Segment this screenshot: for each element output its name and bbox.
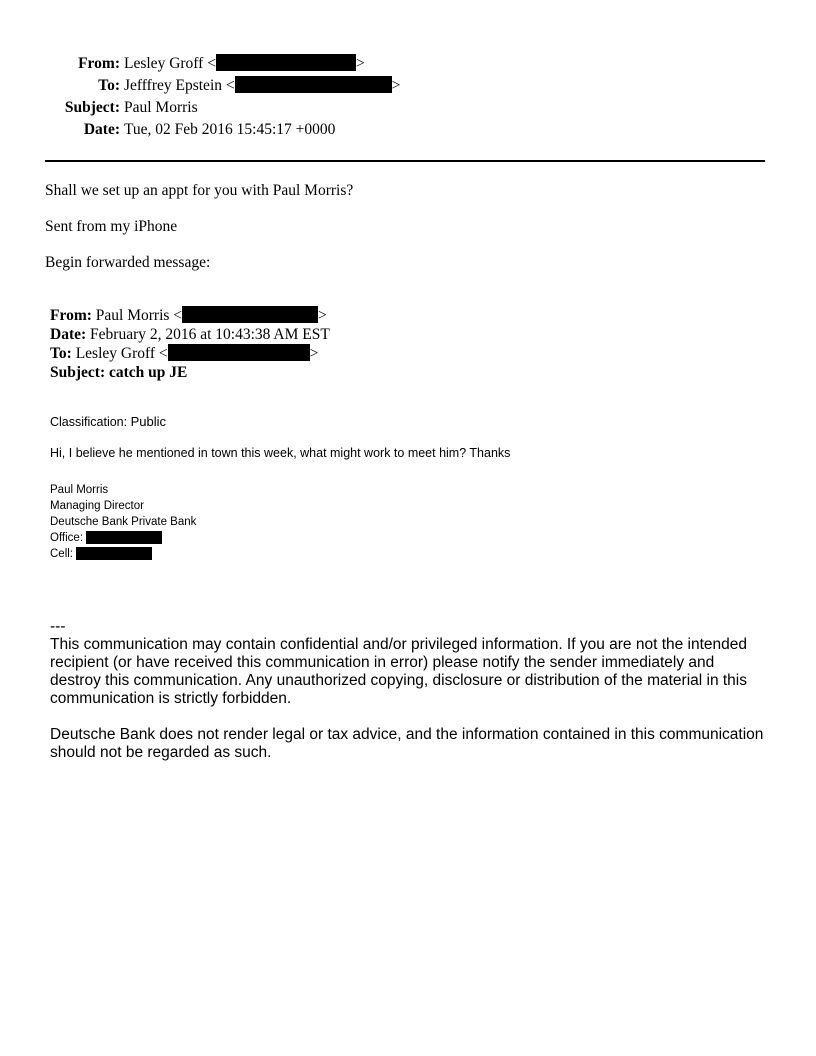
fwd-subject-row — [50, 364, 330, 383]
to-value: Jefffrey Epstein < — [124, 77, 235, 94]
signature-cell — [50, 546, 196, 562]
to-close: > — [391, 77, 401, 94]
subject-label: Subject: — [64, 99, 120, 116]
fwd-from-value: Paul Morris < — [95, 307, 183, 324]
body-line-question: Shall we set up an appt for you with Paul Morris? — [45, 182, 354, 199]
disclaimer-paragraph-2: Deutsche Bank does not render legal or tax advice, and the information contained in this communication should not be regarded as such. — [50, 726, 764, 761]
disclaimer — [50, 618, 765, 762]
forwarded-header — [50, 306, 330, 382]
classification-label: Classification: — [50, 415, 131, 429]
signature-block — [50, 482, 196, 562]
date-label: Date: — [83, 121, 120, 138]
to-label: To: — [98, 77, 120, 94]
disclaimer-paragraph-1: This communication may contain confidential and/or privileged information. If you are not the intended recipient (or have received this communication in error) please notify the sender immediately and destroy this communication. Any unauthorized copying, disclosure or distribution of the material in this communication is strictly forbidden. — [50, 636, 748, 707]
fwd-from-row — [50, 306, 330, 326]
fwd-date-row — [50, 326, 330, 345]
message-text: Hi, I believe he mentioned in town this week, what might work to meet him? Thanks — [50, 446, 511, 460]
fwd-to-label: To: — [50, 345, 72, 362]
redaction-bar — [168, 344, 310, 361]
office-label: Office: — [50, 532, 84, 544]
fwd-to-row — [50, 344, 330, 364]
from-value: Lesley Groff < — [124, 55, 216, 72]
signature-title: Managing Director — [50, 500, 144, 512]
fwd-subject-label: Subject: — [50, 363, 106, 381]
from-label: From: — [78, 55, 120, 72]
redaction-bar — [86, 531, 162, 544]
signature-office — [50, 530, 196, 546]
fwd-to-close: > — [309, 345, 319, 362]
signature-name: Paul Morris — [50, 484, 109, 496]
subject-value: Paul Morris — [124, 99, 198, 116]
cell-label: Cell: — [50, 548, 74, 560]
header-divider — [45, 160, 765, 162]
fwd-from-close: > — [318, 307, 327, 324]
fwd-date-value: February 2, 2016 at 10:43:38 AM EST — [90, 325, 330, 343]
redaction-bar — [216, 54, 356, 71]
fwd-date-label: Date: — [50, 325, 87, 343]
date-value: Tue, 02 Feb 2016 15:45:17 +0000 — [124, 121, 336, 138]
signature-company: Deutsche Bank Private Bank — [50, 516, 197, 528]
body-line-forwarded: Begin forwarded message: — [45, 254, 211, 271]
body-line-signature: Sent from my iPhone — [45, 218, 178, 235]
redaction-bar — [76, 547, 152, 560]
disclaimer-separator: --- — [50, 618, 66, 635]
from-close: > — [355, 55, 365, 72]
fwd-to-value: Lesley Groff < — [75, 345, 168, 362]
classification-value: Public — [130, 414, 167, 429]
classification — [50, 414, 166, 429]
redaction-bar — [182, 306, 318, 323]
fwd-from-label: From: — [50, 307, 92, 324]
fwd-subject-value: catch up JE — [108, 363, 188, 381]
redaction-bar — [235, 76, 392, 93]
